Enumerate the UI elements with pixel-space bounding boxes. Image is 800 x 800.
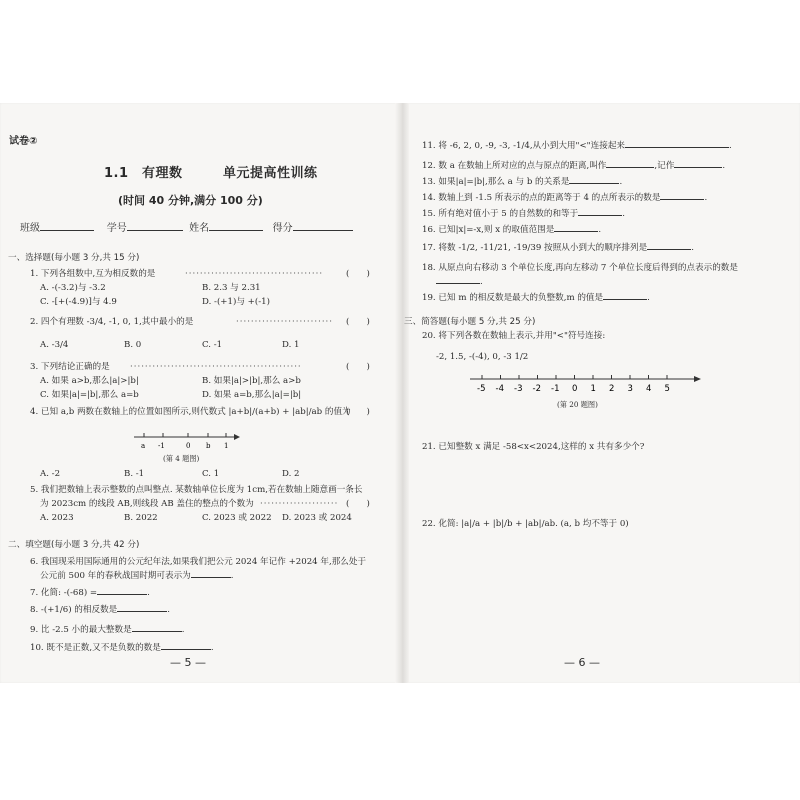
- q4-label-zero: 0: [186, 442, 191, 450]
- q5-dots: ·····················: [260, 499, 339, 509]
- name-field[interactable]: [209, 230, 263, 231]
- q8-text: 8. -(+1/6) 的相反数是 .: [30, 605, 171, 615]
- q18-line2: .: [436, 277, 483, 288]
- q1-option-c: C. -[+(-4.9)]与 4.9: [40, 297, 117, 307]
- q20-tick-label: -4: [495, 384, 504, 394]
- q9-text: 9. 比 -2.5 小的最大整数是 .: [30, 625, 185, 635]
- q3-dots: ··············································: [130, 362, 302, 372]
- q10-text: 10. 既不是正数,又不是负数的数是 .: [30, 643, 214, 653]
- q17-text: 17. 将数 -1/2, -11/21, -19/39 按照从小到大的顺序排列是 .: [422, 243, 694, 253]
- q20-text: 20. 将下列各数在数轴上表示,并用"<"符号连接:: [422, 331, 606, 341]
- q4-option-a: A. -2: [40, 469, 61, 479]
- q5-line1: 5. 我们把数轴上表示整数的点叫整点. 某数轴单位长度为 1cm,若在数轴上随意画一条长: [30, 485, 363, 495]
- q4-text: 4. 已知 a,b 两数在数轴上的位置如图所示,则代数式 |a+b|/(a+b) + |ab|/ab 的值为: [30, 407, 351, 417]
- q4-figure-caption: (第 4 题图): [163, 454, 200, 463]
- q22-text: 22. 化简: |a|/a + |b|/b + |ab|/ab. (a, b 均不等于 0): [422, 519, 629, 529]
- q20-tick-label: -3: [514, 384, 523, 394]
- q13-text-label: 13. 如果|a|=|b|,那么 a 与 b 的关系是: [422, 177, 570, 187]
- q6-line1: 6. 我国现采用国际通用的公元纪年法,如果我们把公元 2024 年记作 +2024 年,那么处于: [30, 557, 367, 567]
- q12-text-label: 12. 数 a 在数轴上所对应的点与原点的距离,叫作: [422, 161, 607, 171]
- q20-tick-label: 1: [590, 384, 596, 394]
- q6-line2: 公元前 500 年的春秋战国时期可表示为 .: [40, 571, 234, 581]
- page-title: 1.1 有理数 单元提高性训练: [104, 166, 318, 181]
- q12-text: 12. 数 a 在数轴上所对应的点与原点的距离,叫作 ,记作 .: [422, 161, 726, 171]
- q5-line2: 为 2023cm 的线段 AB,则线段 AB 盖住的整点的个数为: [40, 499, 254, 509]
- id-label: 学号: [106, 223, 127, 234]
- q2-option-c: C. -1: [202, 340, 223, 350]
- q7-text: 7. 化简: -(-68) = .: [30, 588, 150, 598]
- q2-option-a: A. -3/4: [40, 340, 69, 350]
- book-spread: [0, 103, 800, 683]
- q20-tick-label: -5: [477, 384, 486, 394]
- q4-option-b: B. -1: [124, 469, 145, 479]
- q4-option-d: D. 2: [282, 469, 300, 479]
- q16-blank[interactable]: [554, 231, 598, 232]
- q4-label-neg1: -1: [158, 442, 165, 450]
- q8-text-label: 8. -(+1/6) 的相反数是: [30, 605, 118, 615]
- q20-number-line[interactable]: [466, 371, 702, 397]
- q17-text-label: 17. 将数 -1/2, -11/21, -19/39 按照从小到大的顺序排列是: [422, 243, 648, 253]
- section-choice-heading: 一、选择题(每小题 3 分,共 15 分): [8, 253, 140, 263]
- q4-label-a: a: [141, 442, 146, 450]
- class-label: 班级: [20, 223, 40, 234]
- q14-text-label: 14. 数轴上到 -1.5 所表示的点的距离等于 4 的点所表示的数是: [422, 193, 661, 203]
- q7-text-label: 7. 化简: -(-68) =: [30, 588, 98, 598]
- q15-text-label: 15. 所有绝对值小于 5 的自然数的和等于: [422, 209, 579, 219]
- student-info: [20, 219, 353, 234]
- q5-option-d: D. 2023 或 2024: [282, 513, 352, 523]
- q2-option-d: D. 1: [282, 340, 300, 350]
- q3-option-d: D. 如果 a=b,那么|a|=|b|: [202, 390, 302, 400]
- score-label: 得分: [272, 223, 293, 234]
- q14-blank[interactable]: [660, 199, 704, 200]
- q15-text: 15. 所有绝对值小于 5 的自然数的和等于 .: [422, 209, 625, 219]
- q5-answer-parens[interactable]: ( ): [346, 499, 370, 509]
- q2-option-b: B. 0: [124, 340, 142, 350]
- q13-blank[interactable]: [569, 183, 619, 184]
- q1-dots: ·····································: [185, 269, 324, 279]
- q21-text: 21. 已知整数 x 满足 -58<x<2024,这样的 x 共有多少个?: [422, 442, 645, 452]
- page-subtitle: (时间 40 分钟,满分 100 分): [118, 194, 263, 207]
- q20-tick-label: 2: [609, 384, 615, 394]
- q18-blank[interactable]: [436, 283, 480, 284]
- q12-blank-1[interactable]: [606, 167, 654, 168]
- book-gutter: [395, 103, 409, 683]
- q11-text-label: 11. 将 -6, 2, 0, -9, -3, -1/4,从小到大用"<"连接起来: [422, 141, 626, 151]
- q8-blank[interactable]: [117, 611, 167, 612]
- score-field[interactable]: [293, 230, 353, 231]
- q12-blank-2[interactable]: [674, 167, 722, 168]
- section-fill-heading: 二、填空题(每小题 3 分,共 42 分): [8, 540, 140, 550]
- q17-blank[interactable]: [647, 249, 691, 250]
- q9-text-label: 9. 比 -2.5 小的最大整数是: [30, 625, 132, 635]
- q7-blank[interactable]: [97, 594, 147, 595]
- id-field[interactable]: [127, 230, 183, 231]
- q11-blank[interactable]: [625, 147, 729, 148]
- q5-option-b: B. 2022: [124, 513, 158, 523]
- q4-label-one: 1: [224, 442, 229, 450]
- q14-text: 14. 数轴上到 -1.5 所表示的点的距离等于 4 的点所表示的数是 .: [422, 193, 708, 203]
- q20-tick-label: 4: [646, 384, 652, 394]
- q2-answer-parens[interactable]: ( ): [346, 317, 370, 327]
- q3-option-c: C. 如果|a|=|b|,那么 a=b: [40, 390, 139, 400]
- q20-tick-label: -2: [532, 384, 541, 394]
- q20-tick-label: -1: [551, 384, 560, 394]
- section-answer-heading: 三、简答题(每小题 5 分,共 25 分): [404, 317, 536, 327]
- q4-option-c: C. 1: [202, 469, 220, 479]
- page-number-right: — 6 —: [564, 656, 600, 669]
- q4-label-b: b: [206, 442, 211, 450]
- q19-text-label: 19. 已知 m 的相反数是最大的负整数,m 的值是: [422, 293, 604, 303]
- q1-option-b: B. 2.3 与 2.31: [202, 283, 261, 293]
- q2-dots: ··························: [236, 317, 334, 327]
- q16-text-label: 16. 已知|x|=-x,则 x 的取值范围是: [422, 225, 555, 235]
- q10-blank[interactable]: [161, 649, 211, 650]
- page-number-left: — 5 —: [170, 656, 206, 669]
- q15-blank[interactable]: [578, 215, 622, 216]
- q3-answer-parens[interactable]: ( ): [346, 362, 370, 372]
- q20-tick-label: 0: [572, 384, 578, 394]
- q20-figure-caption: (第 20 题图): [557, 400, 598, 409]
- q4-number-line: [130, 427, 240, 455]
- q12-text-label-2: ,记作: [654, 161, 675, 171]
- q6-blank[interactable]: [191, 577, 231, 578]
- q5-option-c: C. 2023 或 2022: [202, 513, 272, 523]
- q13-text: 13. 如果|a|=|b|,那么 a 与 b 的关系是 .: [422, 177, 623, 187]
- q2-text: 2. 四个有理数 -3/4, -1, 0, 1,其中最小的是: [30, 317, 194, 327]
- exam-tag: 试卷②: [9, 136, 38, 147]
- q16-text: 16. 已知|x|=-x,则 x 的取值范围是 .: [422, 225, 602, 235]
- q20-numbers: -2, 1.5, -(-4), 0, -3 1/2: [436, 352, 529, 362]
- q20-tick-label: 3: [627, 384, 633, 394]
- q19-blank[interactable]: [603, 299, 647, 300]
- q4-answer-parens[interactable]: ( ): [346, 407, 370, 417]
- q5-option-a: A. 2023: [40, 513, 74, 523]
- q1-option-a: A. -(-3.2)与 -3.2: [40, 283, 106, 293]
- q1-option-d: D. -(+1)与 +(-1): [202, 297, 270, 307]
- q3-option-b: B. 如果|a|>|b|,那么 a>b: [202, 376, 301, 386]
- q10-text-label: 10. 既不是正数,又不是负数的数是: [30, 643, 161, 653]
- q19-text: 19. 已知 m 的相反数是最大的负整数,m 的值是 .: [422, 293, 650, 303]
- q20-tick-label: 5: [664, 384, 670, 394]
- q3-option-a: A. 如果 a>b,那么|a|>|b|: [40, 376, 139, 386]
- class-field[interactable]: [40, 230, 94, 231]
- q1-answer-parens[interactable]: ( ): [346, 269, 370, 279]
- q9-blank[interactable]: [132, 631, 182, 632]
- q11-text: 11. 将 -6, 2, 0, -9, -3, -1/4,从小到大用"<"连接起来 .: [422, 141, 732, 151]
- name-label: 姓名: [189, 223, 210, 234]
- q18-line1: 18. 从原点向右移动 3 个单位长度,再向左移动 7 个单位长度后得到的点表示的数是: [422, 263, 738, 273]
- q3-text: 3. 下列结论正确的是: [30, 362, 110, 372]
- q6-line2-text: 公元前 500 年的春秋战国时期可表示为: [40, 571, 191, 581]
- q1-text: 1. 下列各组数中,互为相反数的是: [30, 269, 156, 279]
